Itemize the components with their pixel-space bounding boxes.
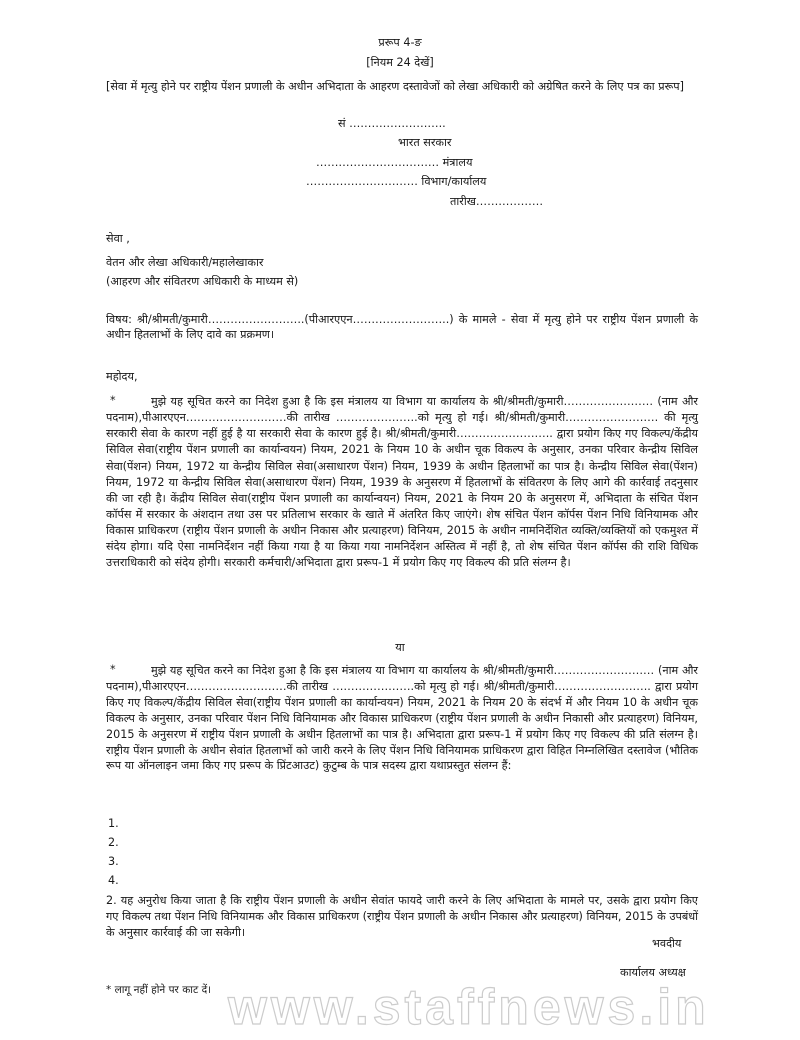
date-line: तारीख……………… xyxy=(450,195,544,208)
form-number: प्ररूप 4-ङ xyxy=(378,36,422,49)
form-title: [सेवा में मृत्यु होने पर राष्ट्रीय पेंशन प्रणाली के अधीन अभिदाता के आहरण दस्तावेजों को लेखा अधिकारी को अग्रेषित करने के लिए पत्र का प्ररूप] xyxy=(106,80,684,93)
enclosure-item: 4. xyxy=(108,874,119,887)
department-line: ………………………… विभाग/कार्यालय xyxy=(306,175,487,188)
request-paragraph: 2. यह अनुरोध किया जाता है कि राष्ट्रीय पेंशन प्रणाली के अधीन सेवांत फायदे जारी करने के लिए अभिदाता के मामले पर, उसके द्वारा प्रयोग किए गए विकल्प तथा पेंशन निधि विनियामक और विकास प्राधिकरण (राष्ट्रीय पेंशन प्रणाली के अधीन निकास और प्रत्याहरण) विनियम, 2015 के उपबंधों के अनुसार कार्रवाई की जा सकेगी। xyxy=(106,894,698,939)
rule-reference: [नियम 24 देखें] xyxy=(366,56,434,69)
enclosure-item: 1. xyxy=(108,817,119,830)
watermark-text: www.staffnews.in xyxy=(228,979,710,1035)
enclosure-item: 3. xyxy=(108,855,119,868)
closing-designation: कार्यालय अध्यक्ष xyxy=(620,966,686,979)
addressee-through: (आहरण और संवितरण अधिकारी के माध्यम से) xyxy=(106,275,299,288)
option1-paragraph: मुझे यह सूचित करने का निदेश हुआ है कि इस मंत्रालय या विभाग या कार्यालय के श्री/श्रीमती/कुमारी…………………… (नाम और पदनाम),पीआरएएन………………………की तारीख ………………….को मृत्यु हो गई। श्री/श्रीमती/कुमारी……………………. की मृत्यु सरकारी सेवा के कारण नहीं हुई है या सरकारी सेवा के कारण हुई है। श्री/श्रीमती/कुमारी…………………….. द्वारा प्रयोग किए गए विकल्प/केंद्रीय सिविल सेवा(राष्ट्रीय पेंशन प्रणाली का कार्यान्वयन) नियम, 2021 के नियम 10 के अधीन चूक विकल्प के अनुसार, उनका परिवार केन्द्रीय सिविल सेवा(पेंशन) नियम, 1972 या केन्द्रीय सिविल सेवा(असाधारण पेंशन) नियम, 1939 के अधीन हितलाभों का पात्र है। केन्द्रीय सिविल सेवा(पेंशन) नियम, 1972 या केन्द्रीय सिविल सेवा(असाधारण पेंशन) नियम, 1939 के अनुसरण में हितलाभों के संवितरण के लिए आगे की कार्रवाई तदनुसार की जा रही है। केंद्रीय सिविल सेवा(राष्ट्रीय पेंशन प्रणाली का कार्यान्वयन) नियम, 2021 के नियम 20 के अनुसरण में, अभिदाता के संचित पेंशन कॉर्पस में सरकार के अंशदान तथा उस पर प्रतिलाभ सरकार के खाते में अंतरित किए जाएंगे। शेष संचित पेंशन कॉर्पस पेंशन निधि विनियामक और विकास प्राधिकरण (राष्ट्रीय पेंशन प्रणाली के अधीन निकास और प्रत्याहरण) विनियम, 2015 के अधीन नामनिर्देशित व्यक्ति/व्यक्तियों को एकमुश्त में संदेय होगा। यदि ऐसा नामनिर्देशन नहीं किया गया है या किया गया नामनिर्देशन अस्तित्व में नहीं है, तो शेष संचित पेंशन कॉर्पस की राशि विधिक उत्तराधिकारी को संदेय होगी। सरकारी कर्मचारी/अभिदाता द्वारा प्ररूप-1 में प्रयोग किए गए विकल्प की प्रति संलग्न है। xyxy=(106,395,698,570)
footnote: * लागू नहीं होने पर काट दें। xyxy=(106,984,212,996)
closing-yours: भवदीय xyxy=(652,937,682,950)
option2-paragraph: मुझे यह सूचित करने का निदेश हुआ है कि इस मंत्रालय या विभाग या कार्यालय के श्री/श्रीमती/कुमारी……………………… (नाम और पदनाम),पीआरएएन………………………की तारीख ………………….को मृत्यु हो गई। श्री/श्रीमती/कुमारी…………………….. द्वारा प्रयोग किए गए विकल्प/केंद्रीय सिविल सेवा(राष्ट्रीय पेंशन प्रणाली का कार्यान्वयन) नियम, 2021 के नियम 20 के संदर्भ में और नियम 10 के अधीन चूक विकल्प के अनुसार, उनका परिवार पेंशन निधि विनियामक और विकास प्राधिकरण (राष्ट्रीय पेंशन प्रणाली के अधीन निकासी और प्रत्याहरण) विनियम, 2015 के अनुसरण में राष्ट्रीय पेंशन प्रणाली के अधीन हितलाभों का पात्र है। अभिदाता द्वारा प्ररूप-1 में प्रयोग किए गए विकल्प की प्रति संलग्न है। राष्ट्रीय पेंशन प्रणाली के अधीन सेवांत हितलाभों को जारी करने के लिए पेंशन निधि विनियामक प्राधिकरण द्वारा विहित निम्नलिखित दस्तावेज (भौतिक रूप या ऑनलाइन जमा किए गए प्ररूप के प्रिंटआउट) कुटुम्ब के पात्र सदस्य द्वारा यथाप्रस्तुत संलग्न हैं: xyxy=(106,664,698,773)
option2-marker: * xyxy=(110,663,116,676)
addressee-salutation: सेवा , xyxy=(106,232,130,245)
government-name: भारत सरकार xyxy=(398,136,452,149)
subject-line: विषय: श्री/श्रीमती/कुमारी……………………..(पीआरएएन……………………..) के मामले - सेवा में मृत्यु होने पर राष्ट्रीय पेंशन प्रणाली के अधीन हितलाभों के लिए दावे का प्रक्रमण। xyxy=(106,313,698,341)
greeting: महोदय, xyxy=(106,370,138,383)
ministry-line: …………………………… मंत्रालय xyxy=(316,156,473,169)
enclosure-item: 2. xyxy=(108,836,119,849)
letter-number: सं …………………….. xyxy=(338,117,446,130)
or-separator: या xyxy=(395,641,405,654)
addressee-officer: वेतन और लेखा अधिकारी/महालेखाकार xyxy=(106,256,264,269)
option1-marker: * xyxy=(110,394,116,407)
